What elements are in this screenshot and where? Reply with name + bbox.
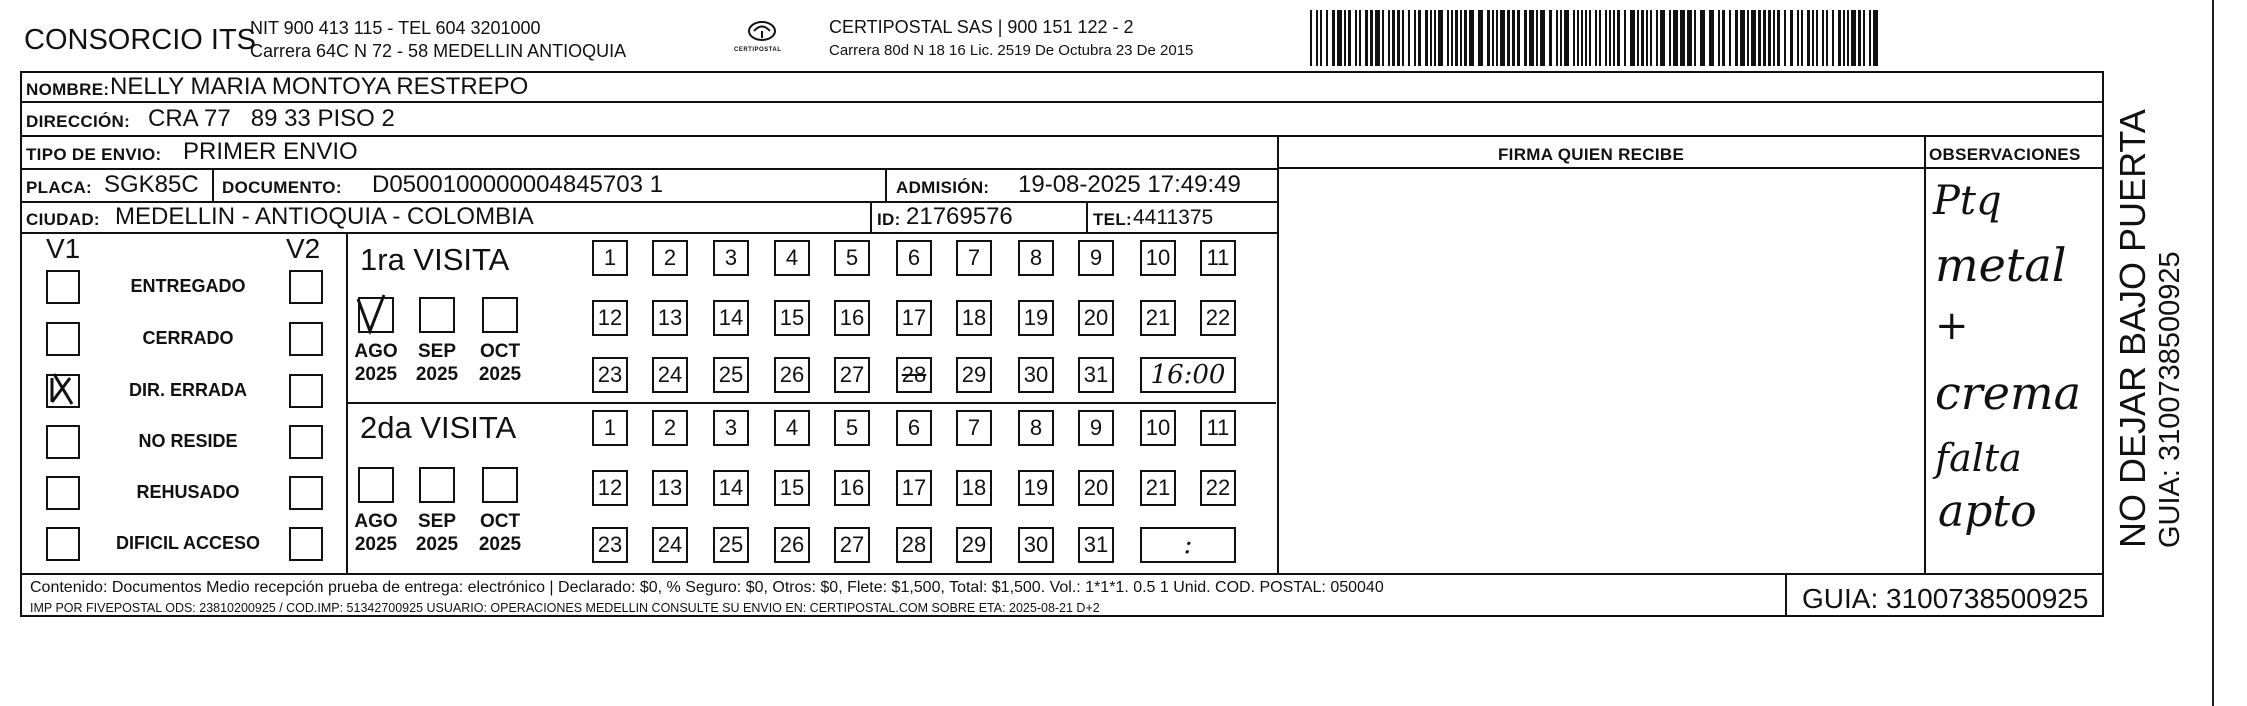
v1-checkbox[interactable] [46, 322, 80, 356]
ciudad-label: CIUDAD: [26, 210, 100, 229]
handwritten-note: falta [1935, 436, 2022, 480]
barcode-bar [1851, 10, 1856, 66]
barcode-bar [1310, 10, 1312, 66]
v2-checkbox[interactable] [289, 527, 323, 561]
day-box[interactable]: 24 [652, 357, 688, 393]
day-box[interactable]: 6 [896, 240, 932, 276]
barcode-bar [1694, 10, 1696, 66]
month-label: AGO [354, 341, 398, 362]
barcode-bar [1316, 10, 1318, 66]
barcode-bar [1455, 10, 1458, 66]
day-box[interactable]: 20 [1078, 300, 1114, 336]
day-box[interactable]: 18 [956, 470, 992, 506]
barcode-bar [1687, 10, 1692, 66]
v2-checkbox[interactable] [289, 322, 323, 356]
no-dejar-warning: NO DEJAR BAJO PUERTA [2112, 109, 2153, 548]
barcode-bar [1751, 10, 1756, 66]
barcode-bar [1673, 10, 1678, 66]
barcode-bar [1434, 10, 1436, 66]
barcode-bar [1768, 10, 1771, 66]
day-box[interactable]: 15 [774, 300, 810, 336]
barcode-bar [1832, 10, 1834, 66]
tel-value: 4411375 [1133, 206, 1214, 229]
barcode-bar [1656, 10, 1658, 66]
day-box[interactable]: 4 [774, 240, 810, 276]
barcode-bar [1375, 10, 1380, 66]
day-box[interactable]: 6 [896, 410, 932, 446]
company-name: CONSORCIO ITS [24, 24, 257, 56]
placa-value: SGK85C [104, 171, 199, 198]
day-box[interactable]: 4 [774, 410, 810, 446]
year-label: 2025 [478, 534, 522, 555]
certipostal-nit: CERTIPOSTAL SAS | 900 151 122 - 2 [829, 17, 1134, 37]
barcode-bar [1624, 10, 1626, 66]
company-nit: NIT 900 413 115 - TEL 604 3201000 [250, 18, 541, 38]
tipo-envio-label: TIPO DE ENVIO: [26, 145, 162, 164]
footer-imp: IMP POR FIVEPOSTAL ODS: 23810200925 / COD.IMP: 51342700925 USUARIO: OPERACIONES MEDELLIN CONSULTE SU ENVIO EN: CERTIPOSTAL.COM SOBRE ETA: 2025-08-21 D+2 [30, 601, 1100, 615]
day-box[interactable]: 31 [1078, 527, 1114, 563]
year-label: 2025 [415, 364, 459, 385]
placa-label: PLACA: [26, 178, 93, 197]
day-box[interactable]: 24 [652, 527, 688, 563]
day-box[interactable]: 1 [592, 410, 628, 446]
day-box[interactable]: 3 [713, 410, 749, 446]
handwritten-note: apto [1938, 486, 2037, 537]
day-box[interactable]: 19 [1018, 300, 1054, 336]
documento-label: DOCUMENTO: [222, 178, 342, 197]
barcode-bar [1332, 10, 1335, 66]
day-box[interactable]: 8 [1018, 410, 1054, 446]
barcode-bar [1402, 10, 1404, 66]
barcode-bar [1641, 10, 1644, 66]
barcode-bar [1773, 10, 1775, 66]
v1-checkbox[interactable] [46, 374, 80, 408]
side-guia: GUIA: 3100738500925 [2154, 251, 2186, 548]
barcode-bar [1529, 10, 1534, 66]
barcode-bar [1718, 10, 1720, 66]
day-box[interactable]: 23 [592, 357, 628, 393]
day-box[interactable]: 14 [713, 300, 749, 336]
barcode-bar [1599, 10, 1601, 66]
month-checkbox[interactable] [482, 467, 518, 503]
month-checkbox[interactable] [358, 467, 394, 503]
admision-value: 19-08-2025 17:49:49 [1018, 171, 1241, 198]
barcode-bar [1478, 10, 1483, 66]
day-box[interactable]: 10 [1140, 410, 1176, 446]
barcode-bar [1581, 10, 1583, 66]
v2-checkbox[interactable] [289, 476, 323, 510]
barcode-bar [1709, 10, 1714, 66]
barcode-bar [1858, 10, 1861, 66]
day-box[interactable]: 11 [1200, 240, 1236, 276]
barcode-bar [1524, 10, 1527, 66]
day-box[interactable]: 22 [1200, 470, 1236, 506]
nombre-value: NELLY MARIA MONTOYA RESTREPO [110, 73, 529, 100]
barcode [1310, 10, 1884, 66]
day-box[interactable]: 26 [774, 357, 810, 393]
day-box[interactable]: 20 [1078, 470, 1114, 506]
barcode-bar [1585, 10, 1587, 66]
day-box[interactable]: 12 [592, 300, 628, 336]
tel-label: TEL: [1093, 210, 1132, 229]
barcode-bar [1408, 10, 1410, 66]
company-address: Carrera 64C N 72 - 58 MEDELLIN ANTIOQUIA [250, 41, 627, 61]
month-label: SEP [417, 341, 457, 362]
side-text-block [2112, 48, 2212, 548]
barcode-bar [1337, 10, 1342, 66]
barcode-bar [1617, 10, 1620, 66]
day-box[interactable]: 28 [896, 527, 932, 563]
handwritten-note: Ptq [1933, 178, 2002, 224]
year-label: 2025 [354, 534, 398, 555]
day-box[interactable]: 9 [1078, 410, 1114, 446]
certipostal-address: Carrera 80d N 18 16 Lic. 2519 De Octubra 23 De 2015 [829, 42, 1194, 59]
v1-header: V1 [46, 233, 81, 264]
barcode-bar [1747, 10, 1749, 66]
id-label: ID: [877, 210, 901, 229]
barcode-bar [1540, 10, 1545, 66]
day-box[interactable]: 19 [1018, 470, 1054, 506]
barcode-bar [1460, 10, 1462, 66]
barcode-bar [1807, 10, 1810, 66]
day-box[interactable]: 5 [834, 240, 870, 276]
barcode-bar [1826, 10, 1828, 66]
barcode-bar [1650, 10, 1652, 66]
barcode-bar [1507, 10, 1510, 66]
barcode-bar [1646, 10, 1648, 66]
status-label: NO RESIDE [138, 431, 238, 451]
barcode-bar [1660, 10, 1665, 66]
day-box[interactable]: 25 [713, 527, 749, 563]
barcode-bar [1863, 10, 1865, 66]
barcode-bar [1382, 10, 1384, 66]
barcode-bar [1605, 10, 1607, 66]
day-box[interactable]: 17 [896, 300, 932, 336]
day-box[interactable]: 29 [956, 357, 992, 393]
barcode-bar [1669, 10, 1671, 66]
barcode-bar [1784, 10, 1786, 66]
barcode-bar [1595, 10, 1597, 66]
v1-checkbox[interactable] [46, 270, 80, 304]
barcode-bar [1447, 10, 1449, 66]
direccion-value: CRA 77 89 33 PISO 2 [148, 105, 395, 132]
year-label: 2025 [354, 364, 398, 385]
barcode-bar [1500, 10, 1505, 66]
time-box[interactable]: 16:00 [1140, 357, 1236, 393]
status-label: DIFICIL ACCESO [115, 533, 260, 553]
day-box[interactable]: 13 [652, 300, 688, 336]
barcode-bar [1847, 10, 1849, 66]
barcode-bar [1564, 10, 1569, 66]
barcode-bar [1873, 10, 1878, 66]
v2-checkbox[interactable] [289, 425, 323, 459]
admision-label: ADMISIÓN: [896, 178, 990, 197]
firma-header: FIRMA QUIEN RECIBE [1498, 145, 1685, 164]
day-box[interactable]: 21 [1140, 470, 1176, 506]
barcode-bar [1573, 10, 1575, 66]
day-box[interactable]: 16 [834, 470, 870, 506]
v1-checkbox[interactable] [46, 527, 80, 561]
scan-edge [2212, 0, 2247, 706]
observaciones-header: OBSERVACIONES [1929, 145, 2081, 164]
v2-header: V2 [286, 233, 321, 264]
barcode-bar [1589, 10, 1591, 66]
day-box[interactable]: 7 [956, 410, 992, 446]
barcode-bar [1326, 10, 1328, 66]
barcode-bar [1517, 10, 1520, 66]
barcode-bar [1740, 10, 1745, 66]
barcode-bar [1869, 10, 1871, 66]
status-label: CERRADO [142, 328, 234, 348]
visit2-title: 2da VISITA [360, 410, 517, 445]
barcode-bar [1355, 10, 1357, 66]
barcode-bar [1822, 10, 1824, 66]
day-box[interactable]: 7 [956, 240, 992, 276]
day-box[interactable]: 28 [896, 357, 932, 393]
status-label: DIR. ERRADA [128, 380, 247, 400]
handwritten-note: + [1935, 303, 1969, 349]
barcode-bar [1700, 10, 1705, 66]
barcode-bar [1536, 10, 1538, 66]
day-box[interactable]: 9 [1078, 240, 1114, 276]
day-box[interactable]: 5 [834, 410, 870, 446]
month-label: OCT [479, 511, 521, 532]
day-box[interactable]: 8 [1018, 240, 1054, 276]
barcode-bar [1392, 10, 1395, 66]
day-box[interactable]: 26 [774, 527, 810, 563]
barcode-bar [1777, 10, 1780, 66]
day-box[interactable]: 21 [1140, 300, 1176, 336]
barcode-bar [1722, 10, 1725, 66]
month-label: SEP [417, 511, 457, 532]
barcode-bar [1425, 10, 1428, 66]
barcode-bar [1577, 10, 1579, 66]
day-box[interactable]: 12 [592, 470, 628, 506]
barcode-bar [1496, 10, 1498, 66]
certipostal-logo [732, 18, 792, 62]
month-checkbox[interactable] [419, 297, 455, 333]
barcode-bar [1469, 10, 1474, 66]
barcode-bar [1801, 10, 1803, 66]
logo-caption: CERTIPOSTAL [734, 47, 782, 53]
v1-checkbox[interactable] [46, 425, 80, 459]
barcode-bar [1487, 10, 1490, 66]
day-box[interactable]: 14 [713, 470, 749, 506]
month-checkbox[interactable] [358, 297, 394, 333]
day-box[interactable]: 30 [1018, 357, 1054, 393]
barcode-bar [1438, 10, 1443, 66]
day-box[interactable]: 17 [896, 470, 932, 506]
barcode-bar [1838, 10, 1841, 66]
barcode-bar [1729, 10, 1731, 66]
day-box[interactable]: 27 [834, 357, 870, 393]
barcode-bar [1560, 10, 1562, 66]
v1-checkbox[interactable] [46, 476, 80, 510]
barcode-bar [1549, 10, 1552, 66]
barcode-bar [1370, 10, 1373, 66]
month-checkbox[interactable] [419, 467, 455, 503]
barcode-bar [1812, 10, 1814, 66]
barcode-bar [1359, 10, 1361, 66]
day-box[interactable]: 27 [834, 527, 870, 563]
barcode-bar [1388, 10, 1390, 66]
barcode-bar [1735, 10, 1738, 66]
barcode-bar [1348, 10, 1351, 66]
time-box[interactable]: : [1140, 527, 1236, 563]
month-label: AGO [354, 511, 398, 532]
barcode-bar [1763, 10, 1766, 66]
barcode-bar [1365, 10, 1368, 66]
direccion-label: DIRECCIÓN: [26, 112, 131, 131]
status-label: REHUSADO [136, 482, 240, 502]
day-box[interactable]: 18 [956, 300, 992, 336]
barcode-bar [1613, 10, 1615, 66]
barcode-bar [1758, 10, 1761, 66]
day-box[interactable]: 13 [652, 470, 688, 506]
day-box[interactable]: 16 [834, 300, 870, 336]
day-box[interactable]: 15 [774, 470, 810, 506]
barcode-bar [1790, 10, 1793, 66]
barcode-bar [1430, 10, 1432, 66]
barcode-bar [1609, 10, 1611, 66]
barcode-bar [1492, 10, 1494, 66]
barcode-bar [1344, 10, 1346, 66]
ciudad-value: MEDELLIN - ANTIOQUIA - COLOMBIA [115, 203, 534, 230]
barcode-bar [1397, 10, 1400, 66]
handwritten-note: metal [1935, 238, 2067, 292]
year-label: 2025 [415, 534, 459, 555]
month-checkbox[interactable] [482, 297, 518, 333]
barcode-bar [1512, 10, 1515, 66]
barcode-bar [1451, 10, 1453, 66]
documento-value: D0500100000004845703 1 [372, 171, 663, 198]
barcode-bar [1680, 10, 1685, 66]
barcode-bar [1630, 10, 1635, 66]
day-box[interactable]: 29 [956, 527, 992, 563]
handwritten-note: crema [1935, 366, 2082, 420]
day-box[interactable]: 2 [652, 240, 688, 276]
day-box[interactable]: 30 [1018, 527, 1054, 563]
visit1-title: 1ra VISITA [360, 242, 510, 277]
day-box[interactable]: 22 [1200, 300, 1236, 336]
barcode-bar [1418, 10, 1421, 66]
nombre-label: NOMBRE: [26, 80, 110, 99]
day-box[interactable]: 2 [652, 410, 688, 446]
barcode-bar [1797, 10, 1799, 66]
day-box[interactable]: 3 [713, 240, 749, 276]
month-label: OCT [479, 341, 521, 362]
day-box[interactable]: 11 [1200, 410, 1236, 446]
year-label: 2025 [478, 364, 522, 385]
id-value: 21769576 [906, 203, 1013, 230]
barcode-bar [1464, 10, 1467, 66]
footer-contenido: Contenido: Documentos Medio recepción prueba de entrega: electrónico | Declarado: $0, % Seguro: $0, Otros: $0, Flete: $1,500, Total: $1,500. Vol.: 1*1*1. 0.5 1 Unid. COD. POSTAL: 050040 [30, 579, 1384, 596]
status-label: ENTREGADO [130, 276, 246, 296]
day-box[interactable]: 10 [1140, 240, 1176, 276]
barcode-bar [1556, 10, 1558, 66]
tipo-envio-value: PRIMER ENVIO [183, 138, 358, 165]
barcode-bar [1843, 10, 1845, 66]
day-box[interactable]: 23 [592, 527, 628, 563]
v2-checkbox[interactable] [289, 270, 323, 304]
footer-guia: GUIA: 3100738500925 [1802, 583, 2089, 614]
day-box[interactable]: 25 [713, 357, 749, 393]
v2-checkbox[interactable] [289, 374, 323, 408]
barcode-bar [1320, 10, 1322, 66]
day-box[interactable]: 31 [1078, 357, 1114, 393]
barcode-bar [1637, 10, 1639, 66]
barcode-bar [1816, 10, 1818, 66]
barcode-bar [1414, 10, 1416, 66]
day-box[interactable]: 1 [592, 240, 628, 276]
